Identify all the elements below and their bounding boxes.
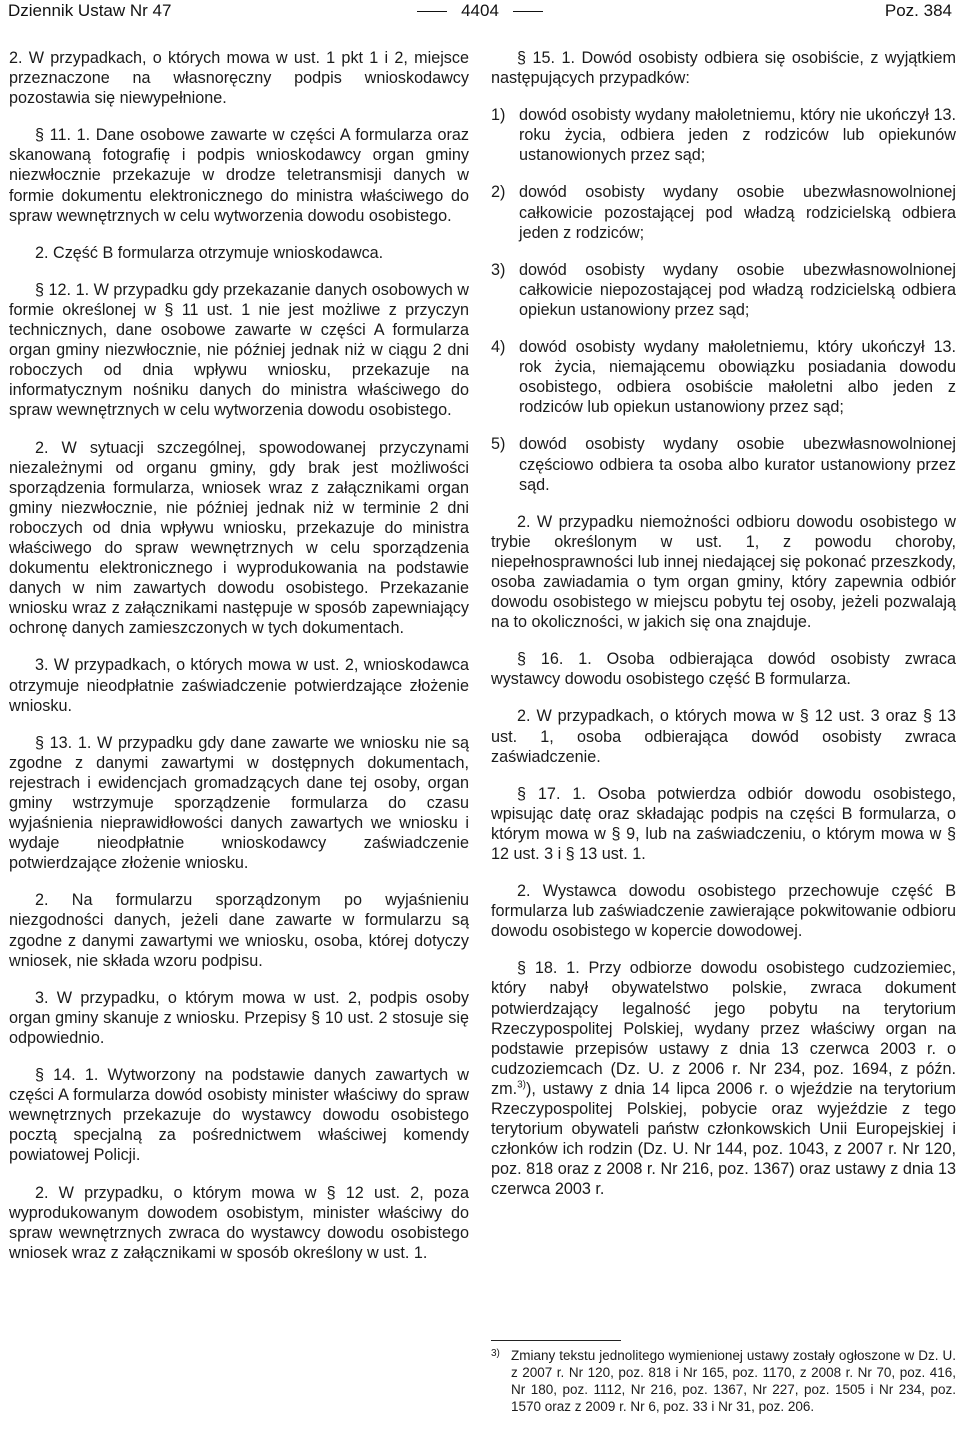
paragraph: 2. Na formularzu sporządzonym po wyjaśnieniu niezgodności danych, jeżeli dane zawarte w formularzu są zgodne z danymi zawartymi we wniosku, osoba, której dotyczy wniosek, nie składa wzoru podpisu. [9, 891, 469, 970]
list-item [491, 260, 956, 320]
exception-list [491, 105, 956, 495]
list-text: dowód osobisty wydany małoletniemu, który nie ukończył 13. roku życia, odbiera jeden z rodziców lub opiekunów ustanowionych przez sąd; [519, 106, 956, 165]
paragraph: 2. W przypadku, o którym mowa w § 12 ust. 2, poza wyprodukowanym dowodem osobistym, minister właściwy do spraw wewnętrznych zwraca do wystawcy dowodu osobistego wniosek wraz z załącznikami w sposób określony w ust. 1. [9, 1183, 469, 1262]
paragraph: 2. Część B formularza otrzymuje wnioskodawca. [35, 243, 384, 262]
page-number-block [8, 0, 952, 22]
list-text: dowód osobisty wydany małoletniemu, który ukończył 13. rok życia, niemającemu obowiązku posiadania dowodu osobistego, odbiera osobiście małoletni albo jeden z rodziców lub opiekun ustanowiony przez sąd; [519, 338, 956, 417]
position-label: Poz. 384 [884, 1, 952, 20]
text-run: § 18. 1. Przy odbiorze dowodu osobistego cudzoziemiec, który nabył obywatelstwo polskie, zwraca dokument potwierdzający legalność jego pobytu na terytorium Rzeczypospolitej Polskiej, wydany przez właściwy organ na podstawie przepisów ustawy z dnia 13 czerwca 2003 r. o cudzoziemcach (Dz. U. z 2006 r. Nr 234, poz. 1694, z późn. zm. [491, 959, 956, 1098]
paragraph: § 11. 1. Dane osobowe zawarte w części A formularza oraz skanowaną fotografię i podpis wnioskodawcy organ gminy niezwłocznie przekazuje w drodze teletransmisji danych w formie dokumentu elektronicznego do ministra właściwego do spraw wewnętrznych w celu wytworzenia dowodu osobistego. [9, 126, 469, 225]
list-item [491, 105, 956, 165]
paragraph: § 17. 1. Osoba potwierdza odbiór dowodu osobistego, wpisując datę oraz składając podpis na części B formularza, o którym mowa w § 9, lub na zaświadczeniu, o którym mowa w § 12 ust. 3 i § 13 ust. 1. [491, 784, 956, 863]
paragraph: § 16. 1. Osoba odbierająca dowód osobisty zwraca wystawcy dowodu osobistego część B formularza. [491, 650, 956, 689]
footnote [491, 1340, 956, 1415]
paragraph: 3. W przypadku, o którym mowa w ust. 2, podpis osoby organ gminy skanuje z wniosku. Przepisy § 10 ust. 2 stosuje się odpowiednio. [9, 988, 469, 1047]
paragraph: § 13. 1. W przypadku gdy dane zawarte we wniosku nie są zgodne z danymi zawartymi w dostępnych dokumentach, rejestrach i ewidencjach gromadzących dane tej osoby, organ gminy wstrzymuje sporządzenie formularza do czasu wyjaśnienia nieprawidłowości danych zawartych we wniosku i wydaje nieodpłatnie wnioskodawcy zaświadczenie potwierdzające złożenie wniosku. [9, 733, 469, 873]
footnote-body [491, 1347, 956, 1415]
page-number: 4404 [461, 1, 499, 20]
list-number: 2) [491, 183, 506, 202]
paragraph: 2. W przypadku niemożności odbioru dowodu osobistego w trybie określonym w ust. 1, z powodu choroby, niepełnosprawności lub innej niedającej się pokonać przeszkody, osoba zawiadamia o tym organ gminy, który zapewnia odbiór dowodu osobistego w miejscu pobytu tej osoby, jeżeli pozwalają na to okoliczności, w jakich się ona znajduje. [491, 512, 956, 632]
list-item [491, 434, 956, 494]
paragraph [491, 958, 956, 1199]
list-item [491, 182, 956, 242]
dash-left [417, 11, 447, 12]
list-text: dowód osobisty wydany osobie ubezwłasnowolnionej całkowicie pozostającej pod władzą rodzicielską odbiera jeden z rodziców; [519, 183, 956, 242]
text-run: ), ustawy z dnia 14 lipca 2006 r. o wjeździe na terytorium Rzeczypospolitej Polskiej, pobycie oraz wyjeździe z tego terytorium obywateli państw członkowskich Unii Europejskiej i członków ich rodzin (Dz. U. Nr 144, poz. 1043, z 2007 r. Nr 120, poz. 818 oraz z 2008 r. Nr 216, poz. 1367) oraz ustawy z dnia 13 czerwca 2003 r. [491, 1079, 956, 1199]
footnote-mark: 3) [491, 1348, 500, 1359]
right-column [491, 48, 956, 1217]
list-item [491, 337, 956, 417]
list-text: dowód osobisty wydany osobie ubezwłasnowolnionej całkowicie niepozostającej pod władzą rodzicielską odbiera opiekun ustanowiony przez sąd; [519, 260, 956, 319]
list-number: 4) [491, 338, 506, 357]
paragraph: 2. W przypadkach, o których mowa w ust. 1 pkt 1 i 2, miejsce przeznaczone na własnoręczny podpis wnioskodawcy pozostawia się niewypełnione. [9, 49, 469, 108]
page-header [8, 0, 952, 22]
journal-title: Dziennik Ustaw Nr 47 [8, 1, 172, 20]
paragraph: 2. W sytuacji szczególnej, spowodowanej przyczynami niezależnymi od organu gminy, gdy brak jest możliwości sporządzenia formularza, wniosek wraz z załącznikami organ gminy niezwłocznie, nie później jednak niż w terminie 2 dni roboczych od dnia wpływu wniosku, przekazuje do ministra właściwego do spraw wewnętrznych w celu sporządzenia dokumentu elektronicznego i wyprodukowania na podstawie danych w nim zawartych dowodu osobistego. Przekazanie wniosku wraz z załącznikami następuje w sposób zapewniający ochronę danych zamieszczonych w tych dokumentach. [9, 438, 469, 638]
footnote-ref: 3) [517, 1079, 526, 1091]
paragraph: 3. W przypadkach, o których mowa w ust. 2, wnioskodawca otrzymuje nieodpłatnie zaświadczenie potwierdzające złożenie wniosku. [9, 656, 469, 715]
paragraph: § 14. 1. Wytworzony na podstawie danych zawartych w części A formularza dowód osobisty minister właściwy do spraw wewnętrznych przekazuje do wystawcy dowodu osobistego pocztą specjalną za pośrednictwem właściwej komendy powiatowej Policji. [9, 1066, 469, 1165]
footnote-text: Zmiany tekstu jednolitego wymienionej ustawy zostały ogłoszone w Dz. U. z 2007 r. Nr 120, poz. 818 i Nr 165, poz. 1170, z 2008 r. Nr 70, poz. 416, Nr 180, poz. 1112, Nr 216, poz. 1367, Nr 227, poz. 1505 i Nr 234, poz. 1570 oraz z 2009 r. Nr 6, poz. 33 i Nr 31, poz. 206. [511, 1348, 956, 1414]
left-column [9, 48, 469, 1280]
list-text: dowód osobisty wydany osobie ubezwłasnowolnionej częściowo odbiera ta osoba albo kurator ustanowiony przez sąd. [519, 435, 956, 494]
footnote-rule [491, 1340, 621, 1341]
list-number: 1) [491, 106, 506, 125]
paragraph: 2. W przypadkach, o których mowa w § 12 ust. 3 oraz § 13 ust. 1, osoba odbierająca dowód osobisty zwraca zaświadczenie. [491, 707, 956, 766]
dash-right [513, 11, 543, 12]
paragraph: 2. Wystawca dowodu osobistego przechowuje część B formularza lub zaświadczenie zawierające pokwitowanie odbioru dowodu osobistego w kopercie dowodowej. [491, 882, 956, 941]
list-number: 3) [491, 260, 506, 279]
paragraph: § 12. 1. W przypadku gdy przekazanie danych osobowych w formie określonej w § 11 ust. 1 nie jest możliwe z przyczyn technicznych, dane osobowe zawarte w części A formularza organ gminy niezwłocznie, nie później jednak niż w ciągu 2 dni roboczych od dnia wpływu wniosku, przekazuje na informatycznym nośniku danych do ministra właściwego do spraw wewnętrznych w celu wytworzenia dowodu osobistego. [9, 280, 469, 420]
paragraph: § 15. 1. Dowód osobisty odbiera się osobiście, z wyjątkiem następujących przypadków: [491, 49, 956, 88]
list-number: 5) [491, 435, 506, 454]
